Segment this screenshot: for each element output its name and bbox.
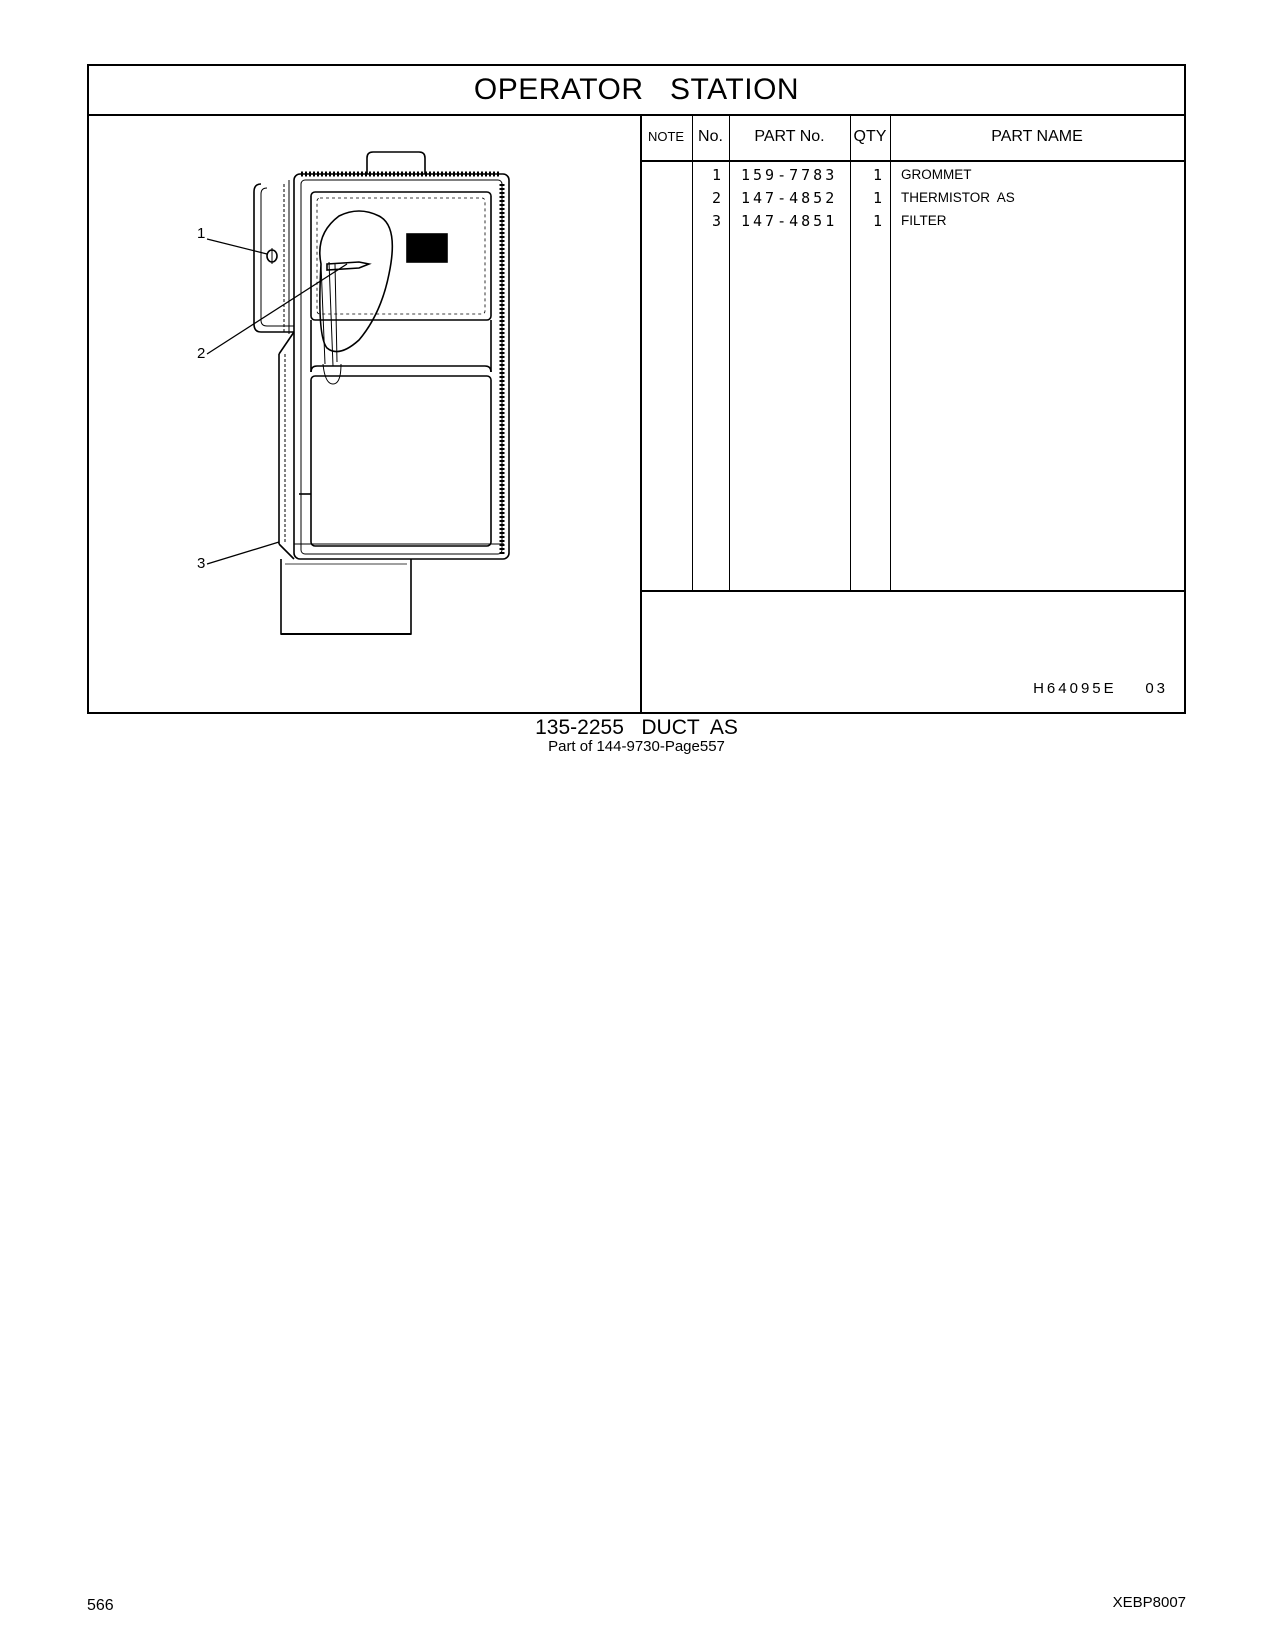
row-part-number: 159-7783	[741, 166, 838, 184]
row-quantity: 1	[872, 166, 882, 184]
table-row	[640, 166, 1184, 189]
row-part-number: 147-4851	[741, 212, 838, 230]
table-header	[640, 114, 1184, 162]
header-part-no: PART No.	[754, 128, 825, 145]
callout-2: 2	[197, 345, 206, 362]
row-part-number: 147-4852	[741, 189, 838, 207]
row-quantity: 1	[872, 212, 882, 230]
row-item-number: 1	[711, 166, 721, 184]
parts-table	[640, 114, 1184, 592]
duct-assembly-drawing	[89, 114, 638, 712]
header-qty: QTY	[853, 128, 887, 145]
section-title: OPERATOR STATION	[89, 66, 1184, 116]
exploded-view-illustration	[89, 114, 642, 712]
row-part-name: THERMISTOR AS	[901, 190, 1015, 205]
assembly-subtitle: Part of 144-9730-Page557	[548, 738, 725, 755]
header-part-name: PART NAME	[991, 128, 1083, 145]
parts-frame	[87, 64, 1186, 714]
row-part-name: GROMMET	[901, 167, 972, 182]
callout-1: 1	[197, 225, 206, 242]
row-quantity: 1	[872, 189, 882, 207]
illustration-reference-code: H64095E 03	[1033, 680, 1168, 697]
header-no: No.	[698, 128, 723, 145]
row-item-number: 2	[711, 189, 721, 207]
header-note: NOTE	[647, 129, 685, 144]
row-part-name: FILTER	[901, 213, 947, 228]
table-row	[640, 212, 1184, 235]
table-row	[640, 189, 1184, 212]
assembly-title: 135-2255 DUCT AS	[535, 716, 738, 739]
page-number: 566	[87, 1597, 114, 1614]
callout-3: 3	[197, 555, 206, 572]
document-code: XEBP8007	[1112, 1594, 1186, 1611]
row-item-number: 3	[711, 212, 721, 230]
